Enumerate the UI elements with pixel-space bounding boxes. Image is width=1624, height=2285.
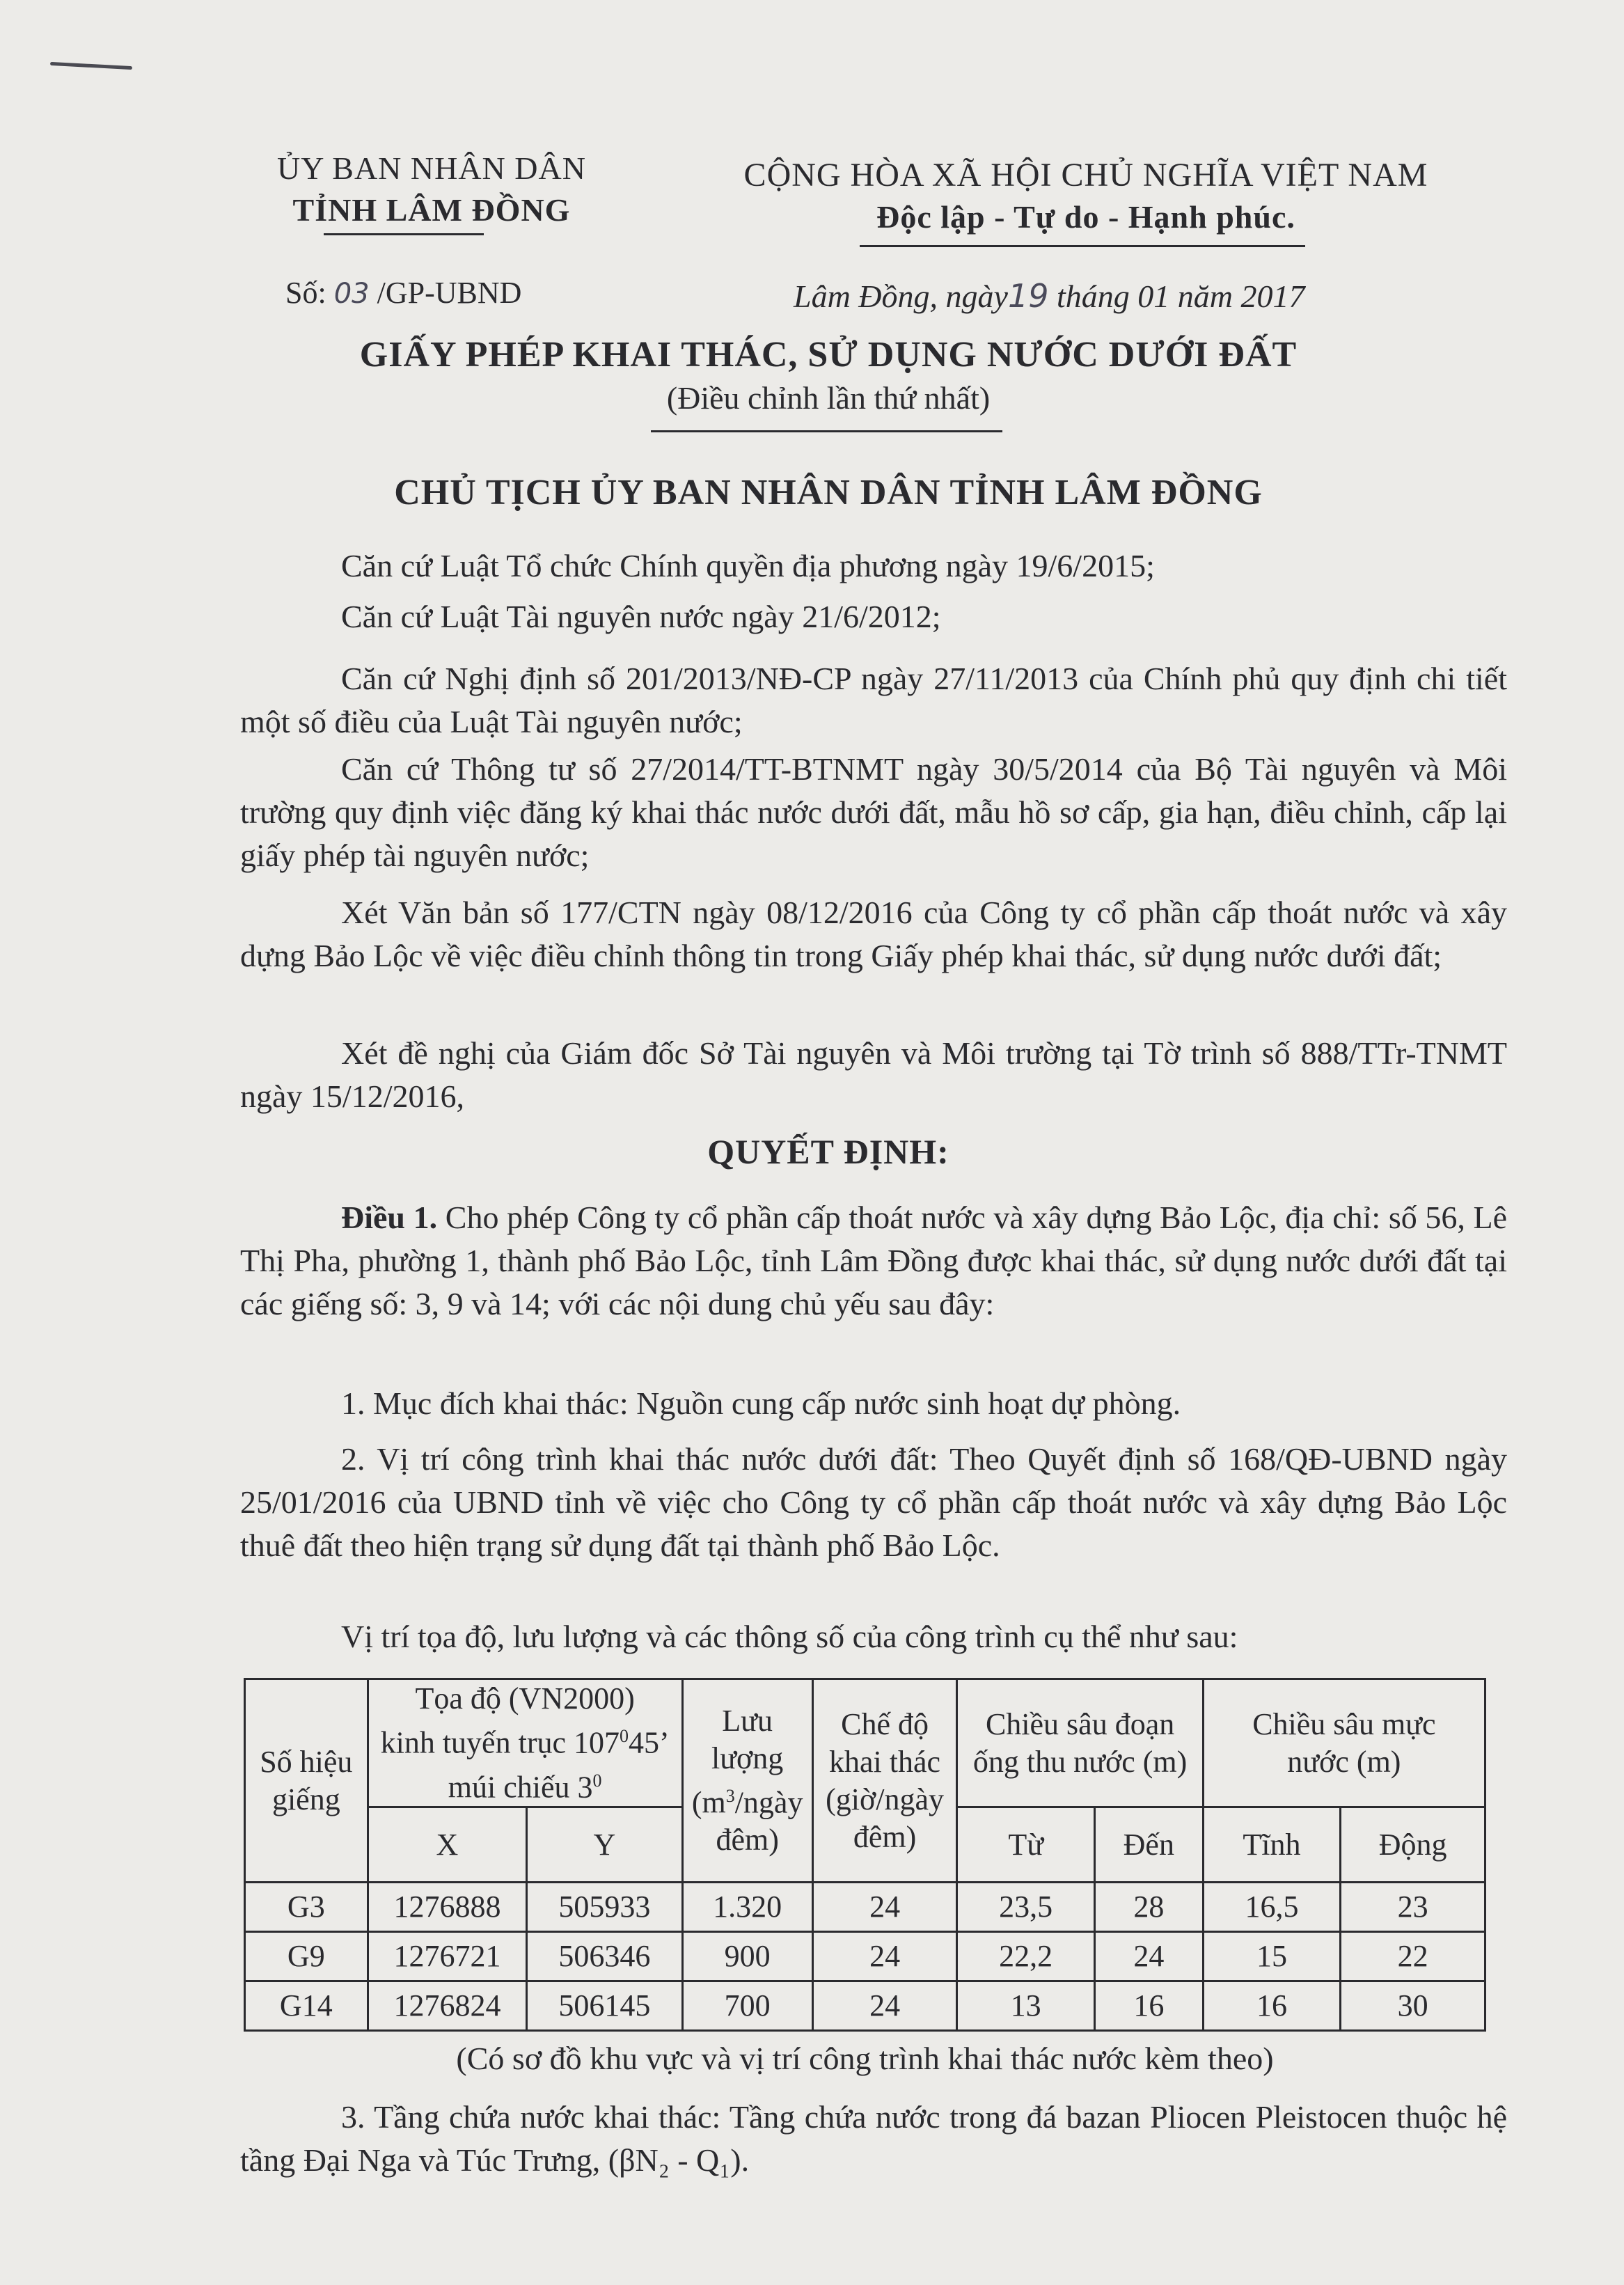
cell: 16 — [1203, 1981, 1340, 2031]
cell: 22 — [1341, 1932, 1485, 1981]
date-suffix: tháng 01 năm 2017 — [1057, 278, 1305, 314]
divider — [860, 245, 1305, 247]
cell: G14 — [245, 1981, 368, 2031]
table-row — [245, 1883, 1485, 1932]
pen-mark — [50, 62, 132, 70]
cell: 700 — [682, 1981, 812, 2031]
table-row — [245, 1932, 1485, 1981]
col-water-level-header: Chiều sâu mực nước (m) — [1203, 1679, 1485, 1807]
cell: 1276888 — [368, 1883, 527, 1932]
nation-line-2: Độc lập - Tự do - Hạnh phúc. — [876, 199, 1295, 235]
article-1 — [240, 1196, 1507, 1326]
cell: 24 — [812, 1981, 957, 2031]
cell: 23,5 — [957, 1883, 1094, 1932]
cell: 22,2 — [957, 1932, 1094, 1981]
document-date — [794, 277, 1305, 315]
preamble-1: Căn cứ Luật Tổ chức Chính quyền địa phương ngày 19/6/2015; — [341, 548, 1155, 583]
cell: 900 — [682, 1932, 812, 1981]
cell: 1.320 — [682, 1883, 812, 1932]
col-static: Tĩnh — [1203, 1807, 1340, 1883]
number-prefix: Số: — [285, 276, 326, 310]
cell: 30 — [1341, 1981, 1485, 2031]
article-1-item-2: 2. Vị trí công trình khai thác nước dưới đất: Theo Quyết định số 168/QĐ-UBND ngày 25/01/2016 của UBND tỉnh về việc cho Công ty cổ phần cấp thoát nước và xây dựng Bảo Lộc thuê đất theo hiện trạng sử dụng đất tại thành phố Bảo Lộc. — [240, 1441, 1507, 1563]
cell: 505933 — [527, 1883, 682, 1932]
diagram-note: (Có sơ đồ khu vực và vị trí công trình khai thác nước kèm theo) — [456, 2041, 1274, 2076]
decision-heading: QUYẾT ĐỊNH: — [707, 1132, 949, 1171]
wells-table — [244, 1678, 1486, 2032]
preamble-4: Căn cứ Thông tư số 27/2014/TT-BTNMT ngày 30/5/2014 của Bộ Tài nguyên và Môi trường quy định việc đăng ký khai thác nước dưới đất, mẫu hồ sơ cấp, gia hạn, điều chỉnh, cấp lại giấy phép tài nguyên nước; — [240, 751, 1507, 873]
table-row — [245, 1981, 1485, 2031]
date-prefix: Lâm Đồng, ngày — [794, 278, 1008, 314]
col-pipe-depth-header: Chiều sâu đoạn ống thu nước (m) — [957, 1679, 1203, 1807]
cell: 24 — [812, 1883, 957, 1932]
preamble-5: Xét Văn bản số 177/CTN ngày 08/12/2016 của Công ty cổ phần cấp thoát nước và xây dựng Bảo Lộc về việc điều chỉnh thông tin trong Giấy phép khai thác, sử dụng nước dưới đất; — [240, 895, 1507, 973]
table-intro: Vị trí tọa độ, lưu lượng và các thông số của công trình cụ thể như sau: — [341, 1619, 1238, 1654]
authority-heading: CHỦ TỊCH ỦY BAN NHÂN DÂN TỈNH LÂM ĐỒNG — [394, 473, 1263, 512]
cell: 506145 — [527, 1981, 682, 2031]
cell: 16 — [1094, 1981, 1203, 2031]
issuing-authority — [223, 148, 640, 231]
org-line-2: TỈNH LÂM ĐỒNG — [292, 192, 571, 228]
col-to: Đến — [1094, 1807, 1203, 1883]
col-y: Y — [527, 1807, 682, 1883]
cell: 24 — [1094, 1932, 1203, 1981]
divider — [324, 233, 484, 235]
divider — [651, 430, 1002, 432]
col-mode-header: Chế độ khai thác (giờ/ngày đêm) — [812, 1679, 957, 1883]
article-1-text: Cho phép Công ty cổ phần cấp thoát nước và xây dựng Bảo Lộc, địa chỉ: số 56, Lê Thị Pha, phường 1, thành phố Bảo Lộc, tỉnh Lâm Đồng được khai thác, sử dụng nước dưới đất tại các giếng số: 3, 9 và 14; với các nội dung chủ yếu sau đây: — [240, 1200, 1508, 1321]
document-title: GIẤY PHÉP KHAI THÁC, SỬ DỤNG NƯỚC DƯỚI ĐẤT — [359, 335, 1298, 375]
col-flow-header: Lưu lượng ($m^3$/ngày đêm) — [682, 1679, 812, 1883]
org-line-1: ỦY BAN NHÂN DÂN — [277, 150, 586, 186]
article-1-label: Điều 1. — [341, 1200, 438, 1235]
cell: 16,5 — [1203, 1883, 1340, 1932]
article-1-item-1: 1. Mục đích khai thác: Nguồn cung cấp nước sinh hoạt dự phòng. — [341, 1385, 1181, 1421]
col-x: X — [368, 1807, 527, 1883]
date-day-handwritten: 19 — [1007, 277, 1049, 315]
cell: 13 — [957, 1981, 1094, 2031]
cell: 23 — [1341, 1883, 1485, 1932]
cell: G9 — [245, 1932, 368, 1981]
number-suffix: /GP-UBND — [377, 276, 522, 310]
cell: 1276824 — [368, 1981, 527, 2031]
cell: 15 — [1203, 1932, 1340, 1981]
preamble-6: Xét đề nghị của Giám đốc Sở Tài nguyên và Môi trường tại Tờ trình số 888/TTr-TNMT ngày 15/12/2016, — [240, 1035, 1507, 1114]
col-coordinates-header: Tọa độ (VN2000) kinh tuyến trục $107^045$’ múi chiếu $3^0$ — [368, 1679, 682, 1807]
cell: 1276721 — [368, 1932, 527, 1981]
cell: 28 — [1094, 1883, 1203, 1932]
number-handwritten: 03 — [333, 278, 370, 310]
col-from: Từ — [957, 1807, 1094, 1883]
nation-line-1: CỘNG HÒA XÃ HỘI CHỦ NGHĨA VIỆT NAM — [743, 157, 1428, 194]
preamble-3: Căn cứ Nghị định số 201/2013/NĐ-CP ngày 27/11/2013 của Chính phủ quy định chi tiết một số điều của Luật Tài nguyên nước; — [240, 661, 1507, 739]
cell: 24 — [812, 1932, 957, 1981]
document-subtitle: (Điều chỉnh lần thứ nhất) — [666, 380, 991, 416]
cell: G3 — [245, 1883, 368, 1932]
national-motto — [682, 155, 1490, 238]
preamble-2: Căn cứ Luật Tài nguyên nước ngày 21/6/2012; — [341, 599, 941, 634]
col-dynamic: Động — [1341, 1807, 1485, 1883]
document-number — [285, 275, 521, 311]
article-1-item-3: 3. Tầng chứa nước khai thác: Tầng chứa nước trong đá bazan Pliocen Pleistocen thuộc hệ tầng Đại Nga và Túc Trưng, (βN₂ - Q₁). — [240, 2099, 1507, 2178]
col-well-header: Số hiệu giếng — [245, 1679, 368, 1883]
cell: 506346 — [527, 1932, 682, 1981]
